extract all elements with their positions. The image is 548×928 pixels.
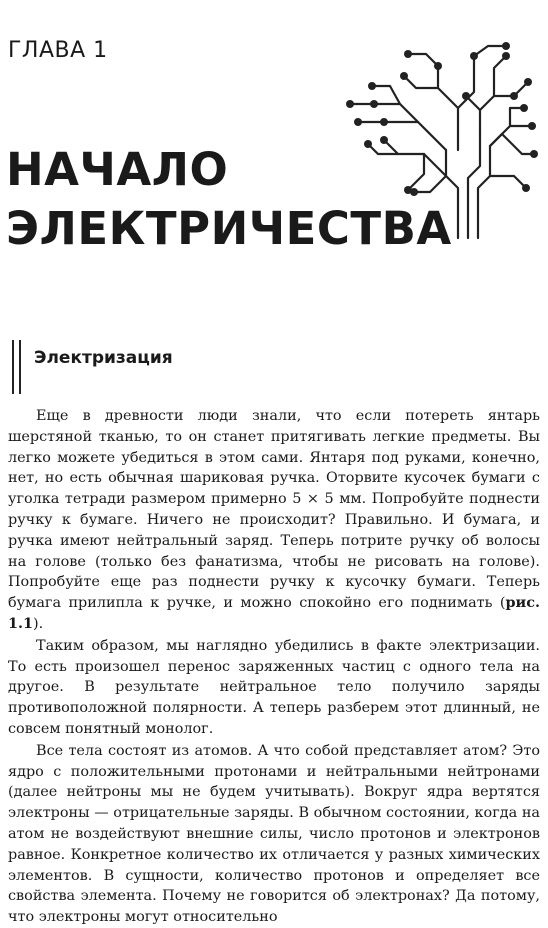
paragraph [8, 406, 540, 635]
paragraph: Таким образом, мы наглядно убедились в факте электризации. То есть произошел перенос заряженных частиц с одного тела на другое. В результате нейтральное тело получило заряды противоположной полярности. А теперь разберем этот длинный, не совсем понятный монолог. [8, 637, 540, 737]
chapter-title [6, 140, 452, 258]
paragraph-text-end: ). [33, 615, 44, 632]
figure-reference: рис. 1.1 [8, 594, 540, 632]
paragraph-text: Еще в древности люди знали, что если потереть янтарь шерстяной тканью, то он станет притягивать легкие предметы. Вы легко можете убедиться в этом сами. Янтаря под руками, конечно, нет, но есть обычная шариковая ручка. Оторвите кусочек бумаги с уголка тетради размером примерно 5 × 5 мм. Попробуйте поднести ручку к бумаге. Ничего не происходит? Правильно. И бумага, и ручка имеют нейтральный заряд. Теперь потрите ручку об волосы на голове (только без фанатизма, чтобы не рисовать на голове). Попробуйте еще раз поднести ручку к кусочку бумаги. Теперь бумага прилипла к ручке, и можно спокойно его поднимать ( [8, 408, 540, 612]
body-text [8, 406, 540, 928]
section-marker [12, 340, 21, 394]
chapter-title-line1: НАЧАЛО [6, 143, 229, 196]
paragraph: Все тела состоят из атомов. А что собой представляет атом? Это ядро с положительными протонами и нейтральными нейтронами (далее нейтроны мы не будем учитывать). Вокруг ядра вертятся электроны — отрицательные заряды. В обычном состоянии, когда на атом не воздействуют внешние силы, число протонов и электронов равное. Конкретное количество их отличается у разных химических элементов. В сущности, количество протонов и определяет все свойства элемента. Почему не говорится об электронах? Да потому, что электроны могут относительно [8, 742, 540, 926]
chapter-label: ГЛАВА 1 [8, 38, 108, 63]
section-heading: Электризация [34, 348, 173, 368]
chapter-title-line2: ЭЛЕКТРИЧЕСТВА [6, 202, 452, 255]
